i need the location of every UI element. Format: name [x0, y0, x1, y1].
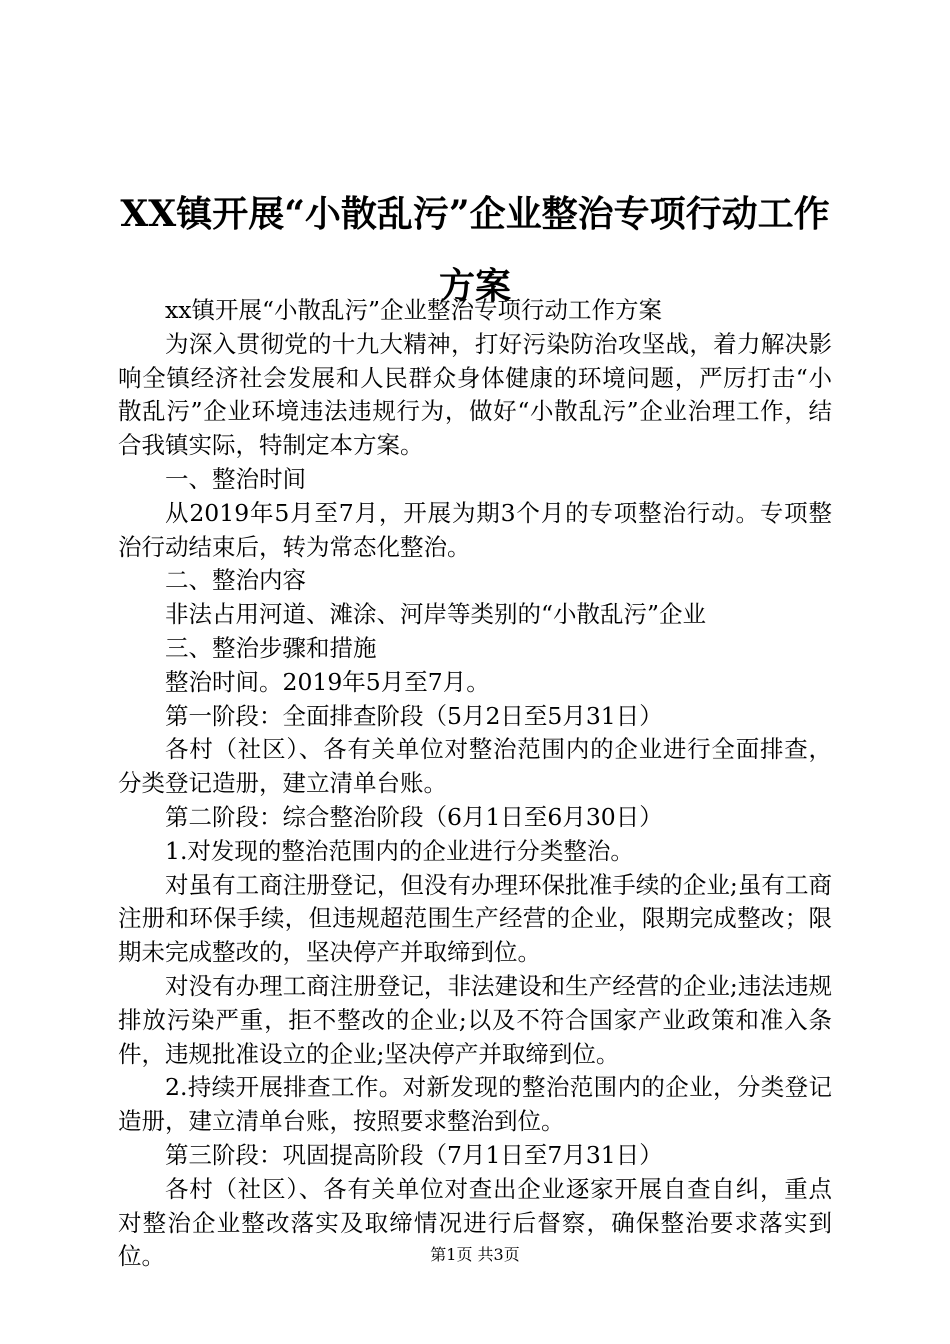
document-title: XX镇开展“小散乱污”企业整治专项行动工作方案: [120, 193, 830, 307]
paragraph-stage-2-detail-1: 对虽有工商注册登记，但没有办理环保批准手续的企业;虽有工商注册和环保手续，但违规超范围生产经营的企业，限期完成整改；限期未完成整改的，坚决停产并取缔到位。: [118, 870, 832, 967]
paragraph-steps-time: 整治时间。2019年5月至7月。: [165, 667, 490, 696]
document-body: [118, 294, 832, 1274]
section-heading-content: 二、整治内容: [165, 566, 306, 595]
page-footer: 第1页 共3页: [430, 1245, 520, 1264]
paragraph-stage-1: 各村（社区）、各有关单位对整治范围内的企业进行全面排查，分类登记造册，建立清单台账。: [118, 735, 832, 798]
section-heading-time: 一、整治时间: [165, 464, 306, 493]
paragraph-subtitle: xx镇开展“小散乱污”企业整治专项行动工作方案: [165, 296, 663, 324]
stage-heading-3: 第三阶段：巩固提高阶段（7月1日至7月31日）: [165, 1140, 663, 1169]
stage-heading-2: 第二阶段：综合整治阶段（6月1日至6月30日）: [165, 802, 663, 831]
paragraph-time: 从2019年5月至7月，开展为期3个月的专项整治行动。专项整治行动结束后，转为常态化整治。: [118, 498, 832, 561]
paragraph-stage-3: 各村（社区）、各有关单位对查出企业逐家开展自查自纠，重点对整治企业整改落实及取缔情况进行后督察，确保整治要求落实到位。: [118, 1174, 832, 1271]
section-heading-steps: 三、整治步骤和措施: [165, 633, 377, 662]
stage-heading-1: 第一阶段：全面排查阶段（5月2日至5月31日）: [165, 701, 663, 730]
paragraph-content: 非法占用河道、滩涂、河岸等类别的“小散乱污”企业: [165, 600, 707, 629]
paragraph-stage-2-detail-2: 对没有办理工商注册登记，非法建设和生产经营的企业;违法违规排放污染严重，拒不整改的企业;以及不符合国家产业政策和准入条件，违规批准设立的企业;坚决停产并取缔到位。: [118, 971, 832, 1068]
paragraph-stage-2-item-2: 2.持续开展排查工作。对新发现的整治范围内的企业，分类登记造册，建立清单台账，按照要求整治到位。: [118, 1073, 832, 1136]
paragraph-intro: 为深入贯彻党的十九大精神，打好污染防治攻坚战，着力解决影响全镇经济社会发展和人民群众身体健康的环境问题，严厉打击“小散乱污”企业环境违法违规行为，做好“小散乱污”企业治理工作，结合我镇实际，特制定本方案。: [118, 329, 832, 460]
paragraph-stage-2-item-1: 1.对发现的整治范围内的企业进行分类整治。: [165, 836, 634, 865]
